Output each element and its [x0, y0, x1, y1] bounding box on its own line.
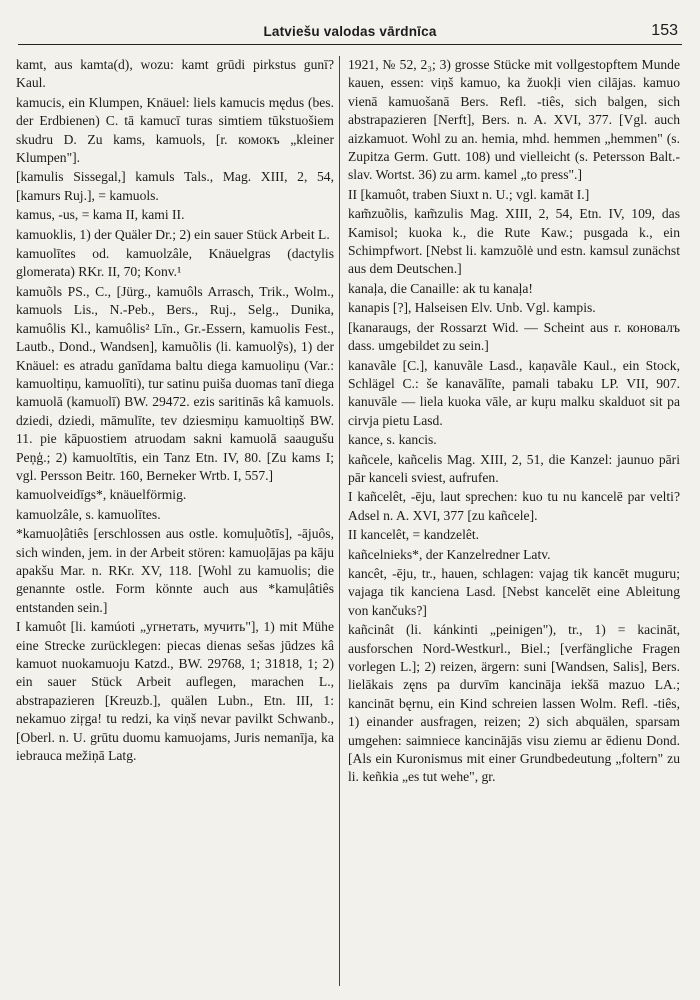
dictionary-entry: kanapis [?], Halseisen Elv. Unb. Vgl. kampis.	[348, 300, 596, 316]
column-divider	[339, 56, 340, 986]
dictionary-entry: kamuolveidīgs*, knäuelförmig.	[16, 487, 187, 503]
dictionary-entry: kam̃zuõlis, kam̃zulis Mag. XIII, 2, 54, Etn. IV, 109, das Kamisol; kuoka k., die Rute Kaw.; pusgada k., ein Schimpfwort. [Nebst li. kamzuõlė und estn. kamsul zunächst aus dem Deutschen.]	[348, 206, 680, 277]
dictionary-entry: *kamuoļâtiês [erschlossen aus ostle. komuļuõtīs], -ājuôs, sich winden, jem. in der Arbeit stören: kamuoļājas pa kāju apakšu Mar. n. RKr. XV, 118. [Wohl zu kamuolis; die genannte ostle. Form könnte auch aus *kamuļâtiês entstanden sein.]	[16, 526, 334, 615]
dictionary-entry: kañcele, kañcelis Mag. XIII, 2, 51, die Kanzel: jaunuo pāri pār kanceli sviest, aufrufen.	[348, 451, 680, 485]
dictionary-entry: kamuoklis, 1) der Quäler Dr.; 2) ein sauer Stück Arbeit L.	[16, 226, 330, 242]
dictionary-entry: II [kamuôt, traben Siuxt n. U.; vgl. kamāt I.]	[348, 186, 590, 202]
dictionary-entry: kancêt, -ēju, tr., hauen, schlagen: vajag tik kancēt muguru; vajaga tik kanciena Lasd. [Nebst kancelēt eine Ableitung von kančuks?]	[348, 565, 680, 618]
dictionary-entry: kance, s. kancis.	[348, 432, 437, 448]
right-column	[348, 56, 680, 788]
dictionary-entry: kanavãle [C.], kanuvãle Lasd., kaņavãle Kaul., ein Stock, Schlägel C.: še kanavālīte, pamali tabaku LP. VII, 907. kanuvāle — liela kuoka vāle, ar kuŗu malku skalduot sit pa cirvja pietu Lasd.	[348, 357, 680, 428]
dictionary-entry: kamt, aus kamta(d), wozu: kamt grūdi pirkstus gunī? Kaul.	[16, 57, 334, 91]
dictionary-entry: [kamulis Sissegal,] kamuls Tals., Mag. XIII, 2, 54, [kamurs Ruj.], = kamuols.	[16, 169, 334, 203]
dictionary-entry: [kanaraugs, der Rossarzt Wid. — Scheint aus r. коновалъ dass. umgebildet zu sein.]	[348, 319, 680, 354]
dictionary-entry: kamuolītes od. kamuolzâle, Knäuelgras (dactylis glomerata) RKr. II, 70; Konv.¹	[16, 246, 334, 280]
running-title: Latviešu valodas vārdnīca	[263, 24, 437, 39]
dictionary-entry: I kañcelêt, -ēju, laut sprechen: kuo tu nu kancelē par velti? Adsel n. A. XVI, 377 [zu kañcele].	[348, 489, 680, 523]
page-number: 153	[651, 22, 678, 39]
dictionary-entry: kañcinât (li. kánkinti „peinigen"), tr., 1) = kacināt, ausforschen Nord-Westkurl., Biel.; [verfängliche Fragen vorlegen L.]; 2) reizen, ärgern: suni [Wandsen, Salis], Bers. lielākais zęns pa durvīm kancināja iekšā mazuo LA.; kancināt bęrnu, ein Kind schreien lassen Wolm. Refl. -tiês, 1) einander ausfragen, reizen; 2) sich abquälen, sparsam umgehen: saimniece kancinājās visu ziemu ar ēdienu Dond. [Als ein Kuronismus mit einer Grundbedeutung „foltern" zu li. keñkia „es tut wehe", gr.	[348, 622, 680, 785]
dictionary-entry: kamuõls PS., C., [Jürg., kamuôls Arrasch, Trik., Wolm., kamuols Lis., N.-Peb., Bers., Ruj., Selg., Dunika, kamuôlis Kl., kamuôlis² Līn., Gr.-Essern, kamuolis Fest., Lautb., Dond., Wandsen], kamuõlis (li. kamuolỹs), 1) der Knäuel: es atradu ganīdama baltu diega kamuoliņu (Var.: kamuoltiņu, kamuolīti), tur satinu puiša duomas tanī diega kamuolā (kamuolī) BW. 29472. ezis saritinās kâ kamuols. dziedi, dziedi, māmulīte, tev dziesmiņu kamuoltiņš BW. 11. pie kāpuostiem atruodam sakni kamuolā saaugušu Peņģ.; 2) kamuoltītis, ein Tanz Etn. IV, 80. [Zu kams I; vgl. Persson Beitr. 160, Berneker Wrtb. I, 557.]	[16, 283, 334, 483]
page-header	[18, 22, 682, 45]
dictionary-entry: I kamuôt [li. kamúoti „угнетать, мучить"], 1) mit Mühe eine Strecke zurücklegen: piecas dienas sešas jūdzes kâ kamuot nuokamuoju Katzd., BW. 29768, 1; 31818, 1; 2) ein sauer Stück Arbeit auflegen, marachen L., abstrapazieren [Kreuzb.], quälen Lubn., Etn. III, 1: nekamuo ziŗga! tu redzi, ka viņš nevar pavilkt Schwanb., [Oberl. n. U. grūtu duomu kamuojams, Juris nemanīja, ka iebrauca mežiņā Latg.	[16, 619, 334, 764]
dictionary-entry: kamus, -us, = kama II, kami II.	[16, 207, 185, 223]
dictionary-entry: 1921, № 52, 2₃; 3) grosse Stücke mit vollgestopftem Munde kauen, essen: viņš kamuo, ka žuokļi vien cilājas. kamuo vienā kamuošanā Bers. Refl. -tiês, sich balgen, sich abstrapazieren [Nerft], Bers. n. A. XVI, 377. [Vgl. auch aizkamuot. Wohl zu an. hemia, mhd. hemmen „hemmen" (s. Zupitza Germ. Gutt. 108) und vielleicht (s. Petersson Balt.-slav. Wortst. 36) zu arm. kamel „to press".]	[348, 57, 680, 183]
dictionary-entry: kamucis, ein Klumpen, Knäuel: liels kamucis mędus (bes. der Erdbienen) C. tā kamucī turas simtiem tūkstuošiem skudru D. Zu kams, kamuols, [r. комокъ „kleiner Klumpen"].	[16, 94, 334, 166]
dictionary-entry: kamuolzâle, s. kamuolītes.	[16, 506, 161, 522]
left-column	[16, 56, 334, 766]
dictionary-entry: kañcelnieks*, der Kanzelredner Latv.	[348, 546, 551, 562]
dictionary-entry: kanaļa, die Canaille: ak tu kanaļa!	[348, 280, 533, 296]
dictionary-entry: II kancelêt, = kandzelêt.	[348, 527, 480, 543]
